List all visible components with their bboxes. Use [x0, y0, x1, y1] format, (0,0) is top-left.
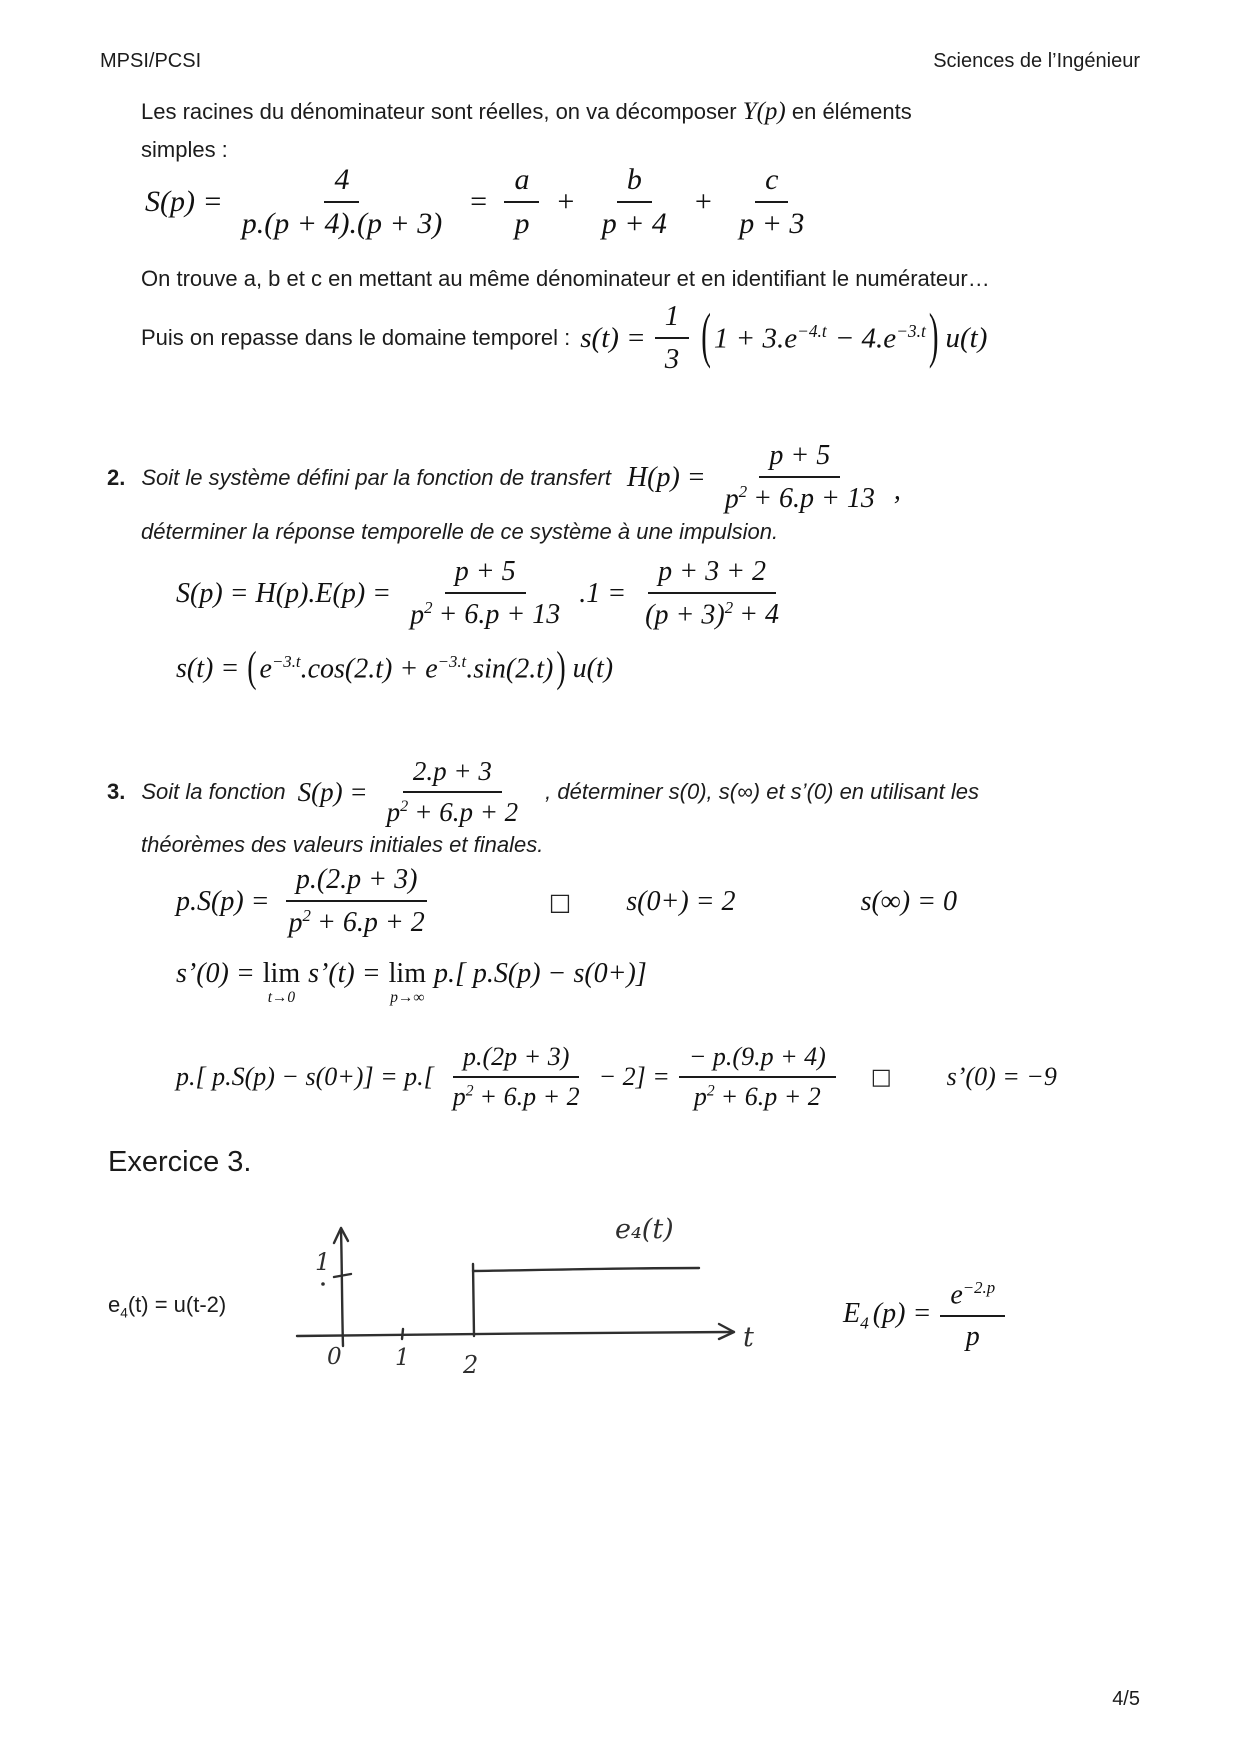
e4-definition [108, 1292, 226, 1320]
f2-lhs: S(p) = H(p).E(p) = [176, 577, 392, 609]
f1-num-main: 4 [324, 163, 359, 203]
f1-frac-main [232, 163, 452, 241]
f6-frac-2 [679, 1042, 836, 1112]
st-left-paren: ( [701, 302, 711, 370]
hp-frac [715, 440, 885, 515]
f1-plus-2: + [692, 185, 714, 218]
formula-psp [176, 864, 957, 939]
f4-frac [279, 864, 435, 939]
f1-lhs: S(p) = [145, 185, 223, 218]
f6-result: s’(0) = −9 [946, 1062, 1057, 1091]
f1-equals: = [468, 185, 489, 218]
f6-den-2-sup: 2 [706, 1082, 715, 1100]
step-plateau [473, 1268, 699, 1271]
hand-drawn-step-graph [285, 1212, 775, 1382]
E4-mid: (p) = [872, 1297, 932, 1329]
st-body-1-base: 1 + 3.e [713, 322, 798, 355]
f4-num: p.(2.p + 3) [286, 864, 428, 902]
st-tail: u(t) [945, 321, 988, 354]
f4-den-base: p [288, 907, 303, 939]
E4-num-base: e [950, 1279, 963, 1311]
f3-mid-2: .sin(2.t) [466, 653, 554, 685]
f5-mid: s’(t) = [308, 958, 381, 989]
item-2-text-1: Soit le système défini par la fonction de transfert [141, 464, 611, 490]
hp-den-rest: + 6.p + 13 [753, 483, 875, 515]
sp3-frac [377, 756, 529, 828]
item-2-line-1 [107, 440, 901, 515]
f4-implies-box: □ [548, 887, 572, 916]
st-sup-1: −4.t [797, 320, 827, 341]
page-number: 4/5 [1112, 1688, 1140, 1710]
f5-lim-2-sub: p→∞ [390, 989, 425, 1006]
formula-decomposition [145, 163, 823, 241]
E4-lhs [843, 1298, 931, 1334]
st-sup-2: −3.t [896, 320, 926, 341]
intro-paragraph [141, 94, 1061, 170]
f3-mid-1: .cos(2.t) + e [300, 653, 438, 685]
header-left: MPSI/PCSI [100, 50, 202, 72]
f6-den-2-rest: + 6.p + 2 [720, 1082, 821, 1111]
f3-tail: u(t) [572, 652, 614, 684]
paragraph-abc: On trouve a, b et c en mettant au même dénominateur et en identifiant le numérateur… [141, 266, 990, 291]
f1-num-a: a [504, 163, 539, 203]
f6-den-1-base: p [452, 1082, 466, 1111]
f4-den [279, 902, 435, 939]
f4-lhs: p.S(p) = [176, 885, 270, 917]
f1-den-b: p + 4 [601, 207, 667, 240]
sp3-den-base: p [386, 797, 401, 827]
st-body-2 [835, 321, 926, 356]
sp3-den [377, 793, 529, 828]
item-2-number: 2. [107, 464, 126, 490]
f6-implies-box: □ [870, 1064, 892, 1090]
f5-lim-1-op: lim [262, 958, 301, 989]
sp3-num: 2.p + 3 [403, 756, 502, 793]
f6-frac-1 [443, 1042, 590, 1112]
tick-x1 [402, 1329, 403, 1339]
f6-mid: − 2] = [598, 1062, 670, 1091]
f2-den-1-base: p [410, 599, 425, 631]
temporel-formula [580, 300, 987, 376]
f5-lim-2 [389, 958, 426, 1007]
temporel-label: Puis on repasse dans le domaine temporel : [141, 325, 571, 350]
f4-result-sinf: s(∞) = 0 [860, 885, 957, 917]
E4-sub: 4 [860, 1313, 869, 1333]
exercice-3-title: Exercice 3. [108, 1146, 252, 1178]
f5-lhs: s’(0) = [176, 958, 255, 989]
y-axis [341, 1230, 343, 1346]
st-num: 1 [655, 300, 690, 339]
f1-frac-b [592, 163, 677, 241]
item-3-number: 3. [107, 779, 126, 804]
f5-tail: p.[ p.S(p) − s(0+)] [434, 958, 647, 989]
f2-frac-1 [400, 556, 570, 631]
f2-den-2-sup: 2 [724, 598, 734, 617]
graph-labels [315, 1214, 754, 1379]
hp-comma: , [893, 475, 901, 507]
f3-lhs: s(t) = [176, 652, 240, 684]
f6-num-1: p.(2p + 3) [453, 1042, 579, 1078]
f4-result-s0: s(0+) = 2 [626, 885, 736, 917]
item-2-line-2: déterminer la réponse temporelle de ce système à une impulsion. [141, 519, 779, 544]
f2-den-1-rest: + 6.p + 13 [438, 599, 561, 631]
E4-base: E [843, 1297, 861, 1329]
f2-den-1 [400, 594, 570, 631]
f6-den-1-rest: + 6.p + 2 [479, 1082, 580, 1111]
hp-lhs: H(p) = [626, 461, 706, 493]
sp3-den-rest: + 6.p + 2 [414, 797, 519, 827]
f1-den-main: p.(p + 4).(p + 3) [241, 207, 443, 240]
f3-body [260, 652, 554, 685]
label-t-axis: t [743, 1322, 754, 1353]
st-lhs: s(t) = [580, 321, 646, 354]
E4-num-sup: −2.p [962, 1278, 996, 1297]
f3-e1: e [259, 653, 272, 685]
f2-den-1-sup: 2 [424, 598, 433, 617]
f1-frac-a [504, 163, 539, 241]
f2-den-2-rest: + 4 [739, 599, 779, 631]
formula-sprime-result [176, 1042, 1057, 1112]
hand-dot [321, 1282, 325, 1286]
f2-frac-2 [635, 556, 789, 631]
f6-num-2: − p.(9.p + 4) [679, 1042, 836, 1078]
f1-num-b: b [617, 163, 652, 203]
f3-sup-1: −3.t [271, 652, 301, 671]
f1-plus-1: + [555, 185, 576, 218]
f1-den-c: p + 3 [739, 207, 805, 240]
item-3-text-1: Soit la fonction [141, 779, 286, 804]
f1-num-c: c [755, 163, 788, 203]
f4-den-sup: 2 [302, 906, 311, 925]
intro-math-yp: Y(p) [742, 98, 786, 125]
f6-den-1 [443, 1078, 590, 1112]
f2-num-1: p + 5 [445, 556, 526, 594]
formula-sp-hp-ep [176, 556, 798, 631]
e4-laplace-formula [843, 1278, 1014, 1353]
step-rise [473, 1264, 474, 1336]
x-axis [297, 1332, 731, 1336]
st-right-paren: ) [928, 302, 939, 370]
label-x2: 2 [463, 1351, 479, 1379]
f1-frac-c [729, 163, 814, 241]
formula-st-impulse [176, 643, 614, 692]
hp-num: p + 5 [759, 440, 840, 478]
st-den: 3 [664, 343, 680, 375]
sp3-formula [298, 756, 538, 828]
E4-num [940, 1278, 1005, 1317]
e4-sub: 4 [120, 1305, 128, 1321]
E4-den: p [965, 1321, 980, 1353]
intro-text-2: en éléments [785, 99, 912, 124]
f5-lim-2-op: lim [388, 958, 426, 989]
formula-sprime-limits [176, 958, 647, 1007]
item-3-line-1 [107, 756, 979, 828]
intro-text-3: simples : [141, 137, 228, 162]
f3-sup-2: −3.t [437, 652, 467, 671]
st-body-2-base: − 4.e [834, 322, 897, 355]
intro-text-1: Les racines du dénominateur sont réelles, on va décomposer [141, 99, 743, 124]
f4-den-rest: + 6.p + 2 [316, 907, 425, 939]
f3-right-paren: ) [556, 643, 566, 692]
intro-line-1 [141, 94, 1061, 132]
header-right: Sciences de l’Ingénieur [933, 50, 1140, 72]
st-frac-third [655, 300, 690, 376]
e4-rest: (t) = u(t-2) [127, 1292, 227, 1317]
graph-strokes [297, 1228, 734, 1346]
hp-formula [627, 440, 901, 515]
item-3-line-2: théorèmes des valeurs initiales et finales. [141, 832, 544, 857]
f5-lim-1 [263, 958, 300, 1007]
unit-tick-y [334, 1274, 351, 1277]
label-curve-e4t: e₄(t) [615, 1214, 674, 1245]
E4-frac [940, 1278, 1005, 1353]
f6-den-2 [684, 1078, 831, 1112]
st-body-1 [714, 321, 827, 356]
f2-num-2: p + 3 + 2 [648, 556, 776, 594]
label-origin: 0 [327, 1344, 342, 1370]
f3-left-paren: ( [247, 643, 257, 692]
label-unit-one: 1 [315, 1248, 331, 1276]
f1-den-a: p [514, 207, 530, 240]
sp3-den-sup: 2 [400, 797, 409, 815]
hp-den-base: p [724, 483, 739, 515]
hp-den-sup: 2 [738, 482, 748, 501]
hp-den [715, 478, 885, 515]
f2-den-2-base: (p + 3) [645, 599, 725, 631]
f5-lim-1-sub: t→0 [267, 989, 296, 1006]
item-3-text-2: , déterminer s(0), s(∞) et s’(0) en utilisant les [545, 779, 979, 804]
f6-den-1-sup: 2 [465, 1082, 474, 1100]
f6-den-2-base: p [693, 1082, 707, 1111]
sp3-lhs: S(p) = [297, 776, 368, 807]
f2-mid: .1 = [579, 577, 627, 609]
f6-lhs: p.[ p.S(p) − s(0+)] = p.[ [176, 1062, 434, 1091]
f2-den-2 [635, 594, 789, 631]
temporel-row [141, 300, 987, 376]
label-x1: 1 [395, 1345, 410, 1371]
e4-base: e [108, 1292, 121, 1317]
